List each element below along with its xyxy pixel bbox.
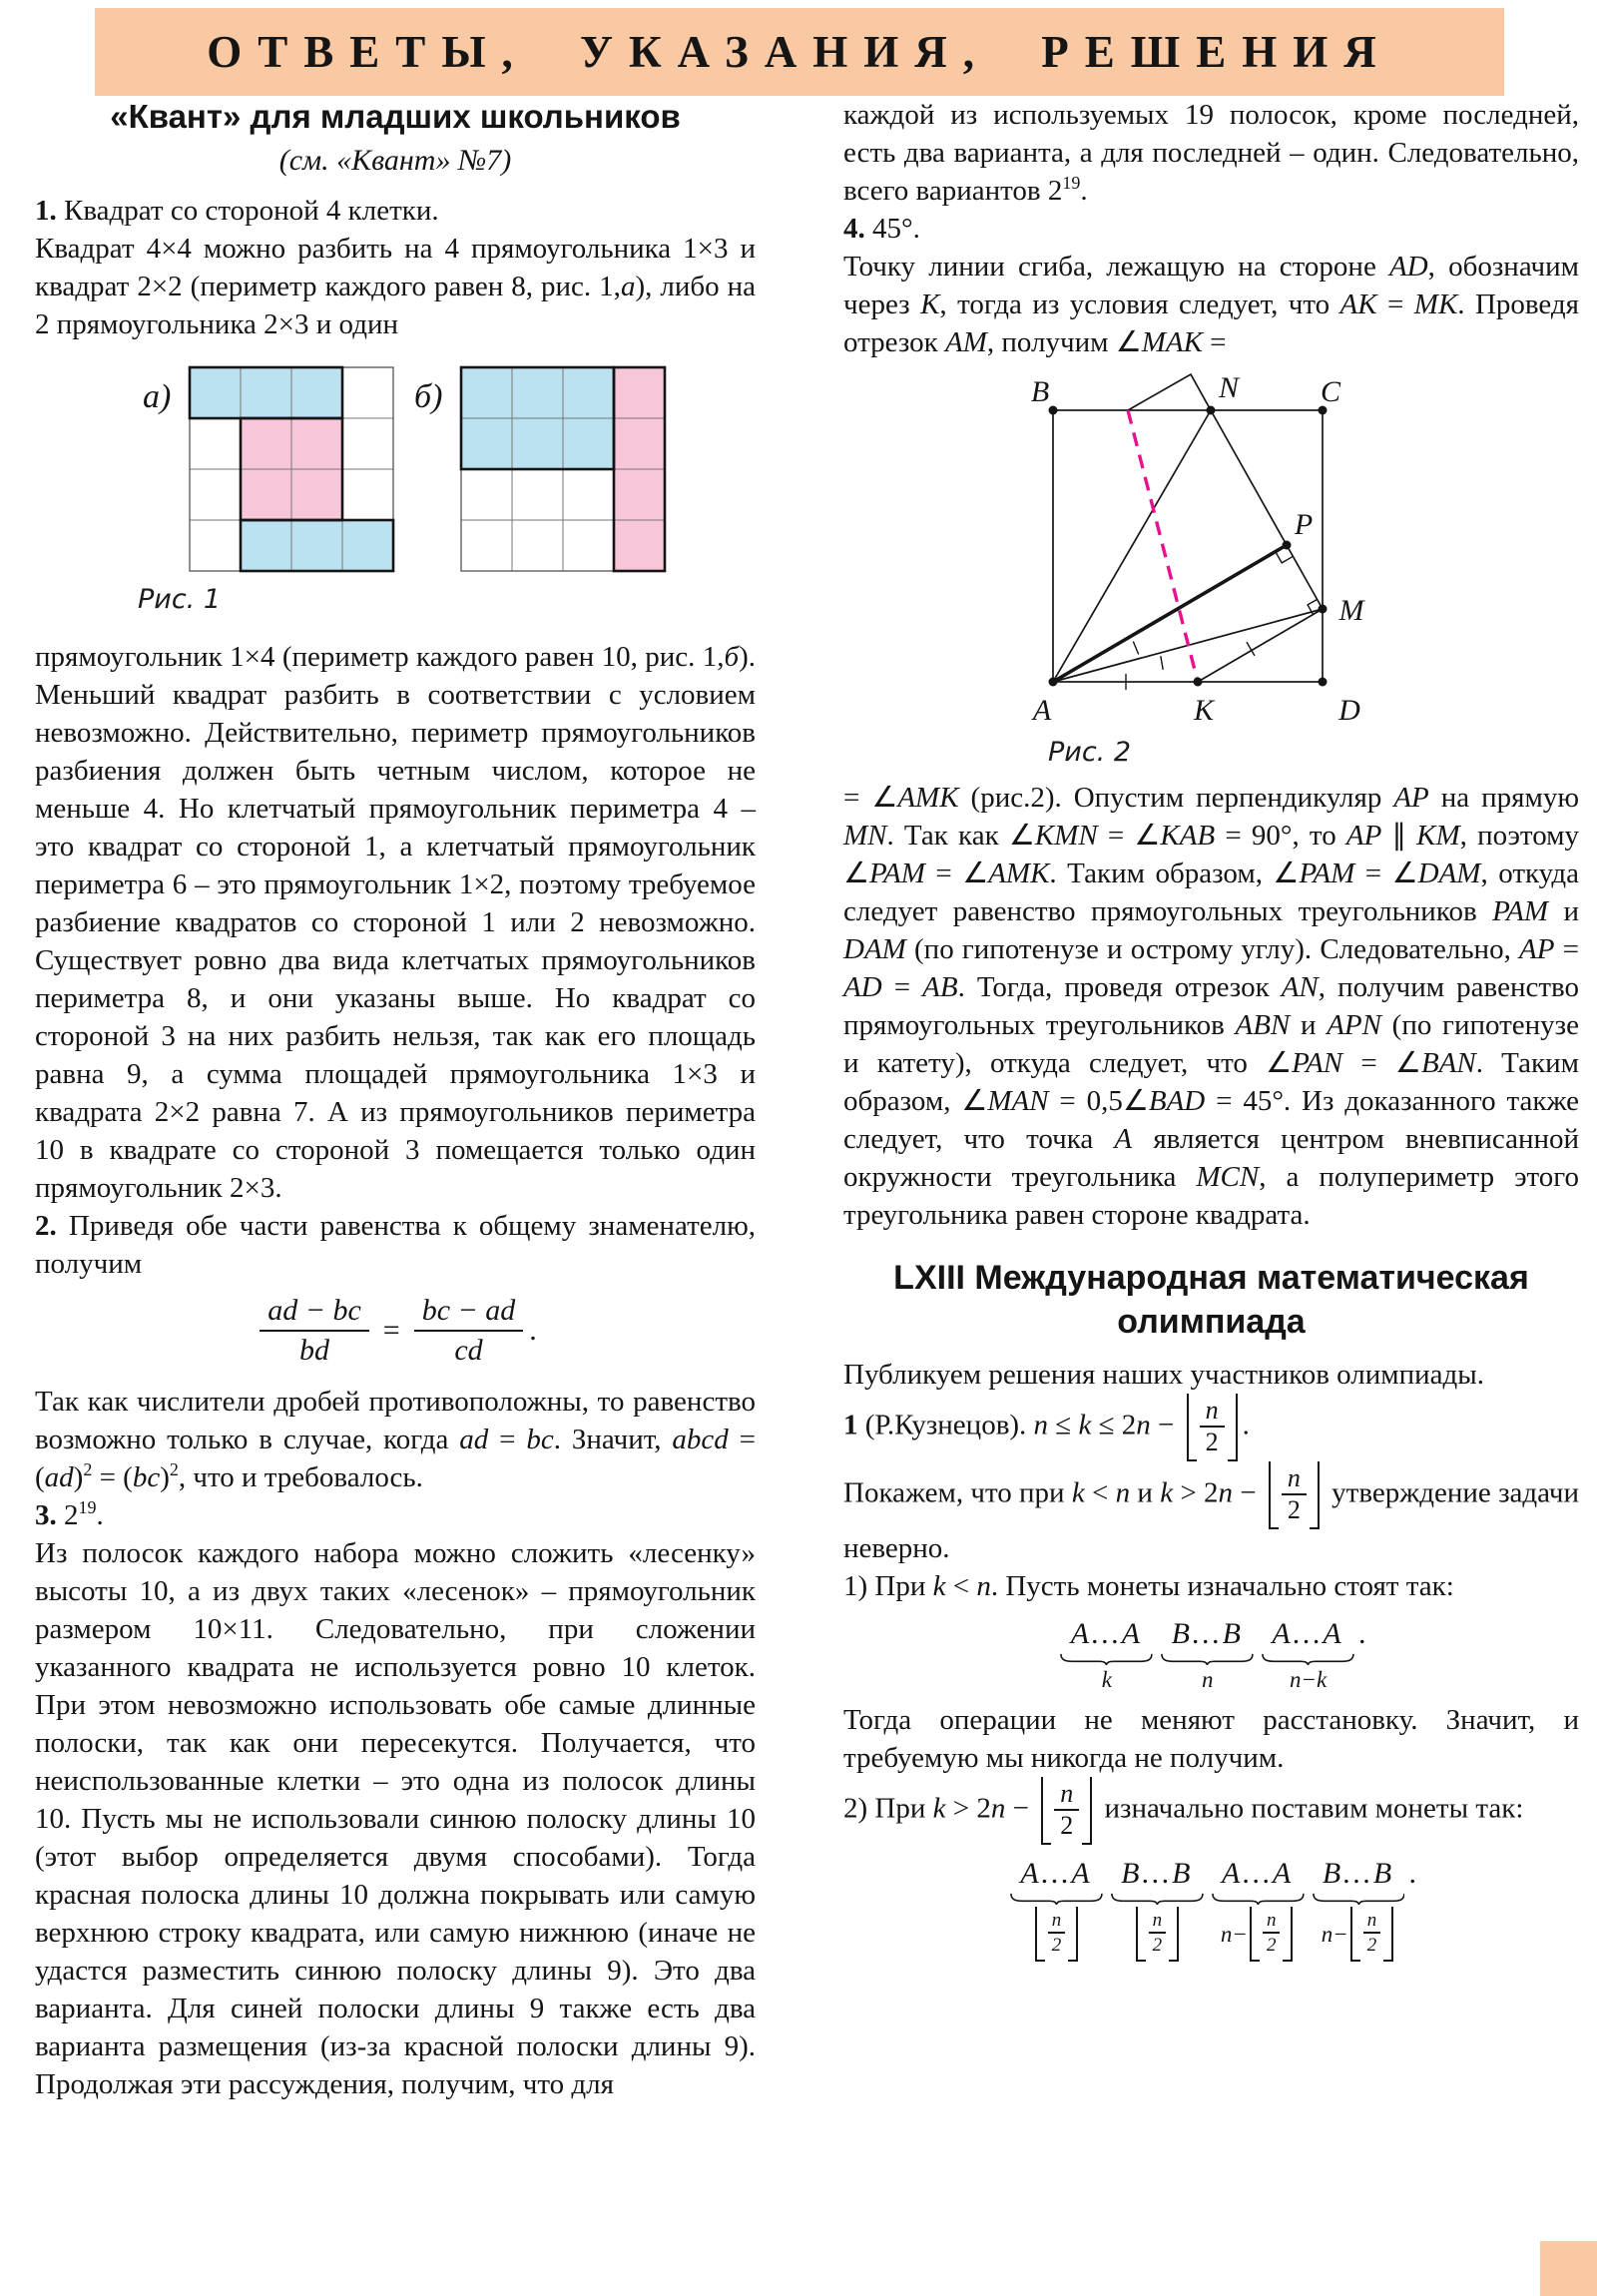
coin-group: B…B n − n 2 [1313,1857,1405,1962]
segment-ap [1053,545,1287,682]
coin-group: B…B n [1161,1617,1254,1693]
grid-b [461,367,665,571]
floor-n-over-2: n 2 [1350,1907,1394,1962]
coin-arrangement-2: A…A n 2 B…B n 2 A…A n − n 2 B…B n − n 2 . [843,1857,1579,1962]
answer-1-solution-a: Квадрат 4×4 можно разбить на 4 прямоугольника 1×3 и квадрат 2×2 (периметр каждого равен 8, рис. 1,а), либо на 2 прямоугольника 2×3 и один [35,233,756,340]
answer-2-solution: Так как числители дробей противоположны, то равенство возможно только в случае, когда ad = bc. Значит, abcd = (ad)$^2$ = (bc)$^2$, что и требовалось. [35,1386,756,1493]
answer-1-text: 1. Квадрат со стороной 4 клетки. [35,195,439,227]
label-c: C [1320,375,1341,408]
answer-1-solution-b: прямоугольник 1×4 (периметр каждого равен 10, рис. 1,б). Меньший квадрат разбить в соответствии с условием невозможно. Действительно, периметр прямоугольников разбиения должен быть четным числом, которое не меньше 4. Но клетчатый прямоугольник периметра 4 – это квадрат со стороной 1, а клетчатый прямоугольник периметра 6 – это прямоугольник 1×2, поэтому требуемое разбиение квадратов со стороной 1 или 2 невозможно. Существует ровно два вида клетчатых прямоугольников периметра 8, и они указаны выше. Но квадрат со стороной 3 на них разбить нельзя, так как его площадь равна 9, а сумма площадей прямоугольника 1×3 и квадрата 2×2 равна 7. А из прямоугольников периметра 10 в квадрате со стороной 3 помещается только один прямоугольник 2×3. [35,641,756,1204]
section-subtitle: (см. «Квант» №7) [278,144,512,177]
floor-n-over-2: n 2 [1250,1907,1294,1962]
label-d: D [1338,694,1360,727]
figure-1-label-a: а) [143,378,172,415]
point-p [1283,541,1292,550]
case-1-conclusion: Тогда операции не меняют расстановку. Значит, и требуемую мы никогда не получим. [843,1704,1579,1774]
angle-tick-1 [1133,642,1138,655]
coin-group: A…A k [1060,1617,1153,1693]
fraction-1-numerator: ad − bc [260,1295,369,1332]
underbrace [1313,1892,1405,1905]
label-p: P [1294,508,1314,541]
left-column [35,96,756,2103]
page-title: ОТВЕТЫ, УКАЗАНИЯ, РЕШЕНИЯ [207,27,1392,77]
grid-a [190,367,393,571]
label-m: M [1338,594,1364,627]
label-k: K [1193,694,1215,727]
underbrace [1161,1652,1254,1665]
figure-1-label-b: б) [414,378,443,415]
problem-1-claim: Покажем, что при k < n и k > 2n − n 2 утверждение задачи неверно. [843,1463,1579,1564]
point-m [1319,605,1328,614]
underbrace [1010,1892,1103,1905]
equals-sign: = [382,1314,400,1347]
coin-arrangement-1: A…A k B…B n A…A n−k . [843,1617,1579,1693]
answer-3-solution-cont: каждой из используемых 19 полосок, кроме последней, есть два варианта, а для последней – один. Следовательно, всего вариантов $2^{19}$. [843,99,1579,207]
floor-n-over-2: n 2 [1041,1777,1092,1845]
fraction-equation [35,1295,756,1367]
figure-1-canvas [95,355,679,620]
underbrace [1060,1652,1153,1665]
label-a: A [1032,694,1052,727]
answer-4-solution-b: = ∠AMK (рис.2). Опустим перпендикуляр AP на прямую MN. Так как ∠KMN = ∠KAB = 90°, то AP ∥ KM, поэтому ∠PAM = ∠AMK. Таким образом, ∠PAM = ∠DAM, откуда следует равенство прямоугольных треугольников PAM и DAM (по гипотенузе и острому углу). Следовательно, AP = AD = AB. Тогда, проведя отрезок AN, получим равенство прямоугольных треугольников ABN и APN (по гипотенузе и катету), откуда следует, что ∠PAN = ∠BAN. Таким образом, ∠MAN = 0,5∠BAD = 45°. Из доказанного также следует, что точка A является центром вневписанной окружности треугольника MCN, а полупериметр этого треугольника равен стороне квадрата. [843,782,1580,1231]
label-b: B [1030,375,1050,408]
segment-km [1198,609,1323,682]
case-1-text: 1) При k < n. Пусть монеты изначально стоят так: [843,1570,1454,1602]
underbrace [1111,1892,1204,1905]
point-k [1194,678,1203,687]
section-title: «Квант» для младших школьников [110,98,681,135]
floor-n-over-2: n 2 [1136,1907,1180,1962]
fraction-1-denominator: bd [299,1334,329,1367]
right-column [843,96,1579,1970]
figure-1 [95,355,756,630]
coin-group: A…A n 2 [1010,1857,1103,1962]
coin-group: B…B n 2 [1111,1857,1204,1962]
figure-2 [1018,367,1579,777]
fraction-2-numerator: bc − ad [414,1295,524,1332]
page-banner [95,8,1504,96]
figure-2-caption: Рис. 2 [1048,737,1132,767]
page-corner-decoration [1540,2241,1597,2296]
problem-1-answer: 1 (Р.Кузнецов). n ≤ k ≤ 2n − n 2 . [843,1394,1579,1461]
floor-n-over-2: n 2 [1035,1907,1079,1962]
coin-group: A…A n−k [1262,1617,1354,1693]
case-2-text: 2) При k > 2n − n 2 изначально поставим монеты так: [843,1777,1579,1845]
coin-group: A…A n − n 2 [1212,1857,1305,1962]
point-b [1049,406,1058,415]
figure-2-canvas [1018,367,1437,767]
answer-3-text: 3. $2^{19}$. [35,1497,104,1531]
figure-1-caption: Рис. 1 [138,584,222,615]
fraction-2-denominator: cd [454,1334,483,1367]
point-n [1207,406,1216,415]
answer-4-text: 4. 45°. [843,213,920,245]
olympiad-intro: Публикуем решения наших участников олимпиады. [843,1359,1485,1391]
angle-tick-2 [1161,656,1163,670]
formula-period: . [529,1314,537,1347]
floor-n-over-2: n 2 [1187,1394,1238,1461]
answer-2-text: 2. Приведя обе части равенства к общему знаменателю, получим [35,1210,756,1280]
underbrace [1262,1652,1354,1665]
floor-n-over-2: n 2 [1269,1461,1320,1529]
label-n: N [1218,371,1240,404]
underbrace [1212,1892,1305,1905]
answer-3-solution: Из полосок каждого набора можно сложить «лесенку» высоты 10, а из двух таких «лесенок» – прямоугольник размером 10×11. Следовательно, при сложении указанного квадрата не используется ровно 10 клеток. При этом невозможно использовать обе самые длинные полоски, так как они пересекутся. Получается, что неиспользованные клетки – это одна из полосок длины 10. Пусть мы не использовали синюю полоску длины 10 (этот выбор определяется двумя способами). Тогда красная полоска длины 10 должна покрывать или самую верхнюю строку квадрата, или самую нижнюю (иначе не удастся разместить синюю полоску длины 9). Это два варианта. Для синей полоски длины 9 также есть два варианта размещения (из-за красной полоски длины 9). Продолжая эти рассуждения, получим, что для [35,1537,756,2100]
point-d [1319,678,1328,687]
olympiad-title: LXIII Международная математическая олимпиада [893,1259,1529,1341]
fold-flap [1128,374,1211,410]
point-a [1049,678,1058,687]
answer-4-solution-a: Точку линии сгиба, лежащую на стороне AD, обозначим через K, тогда из условия следует, что AK = MK. Проведя отрезок AM, получим ∠MAK = [843,251,1580,358]
